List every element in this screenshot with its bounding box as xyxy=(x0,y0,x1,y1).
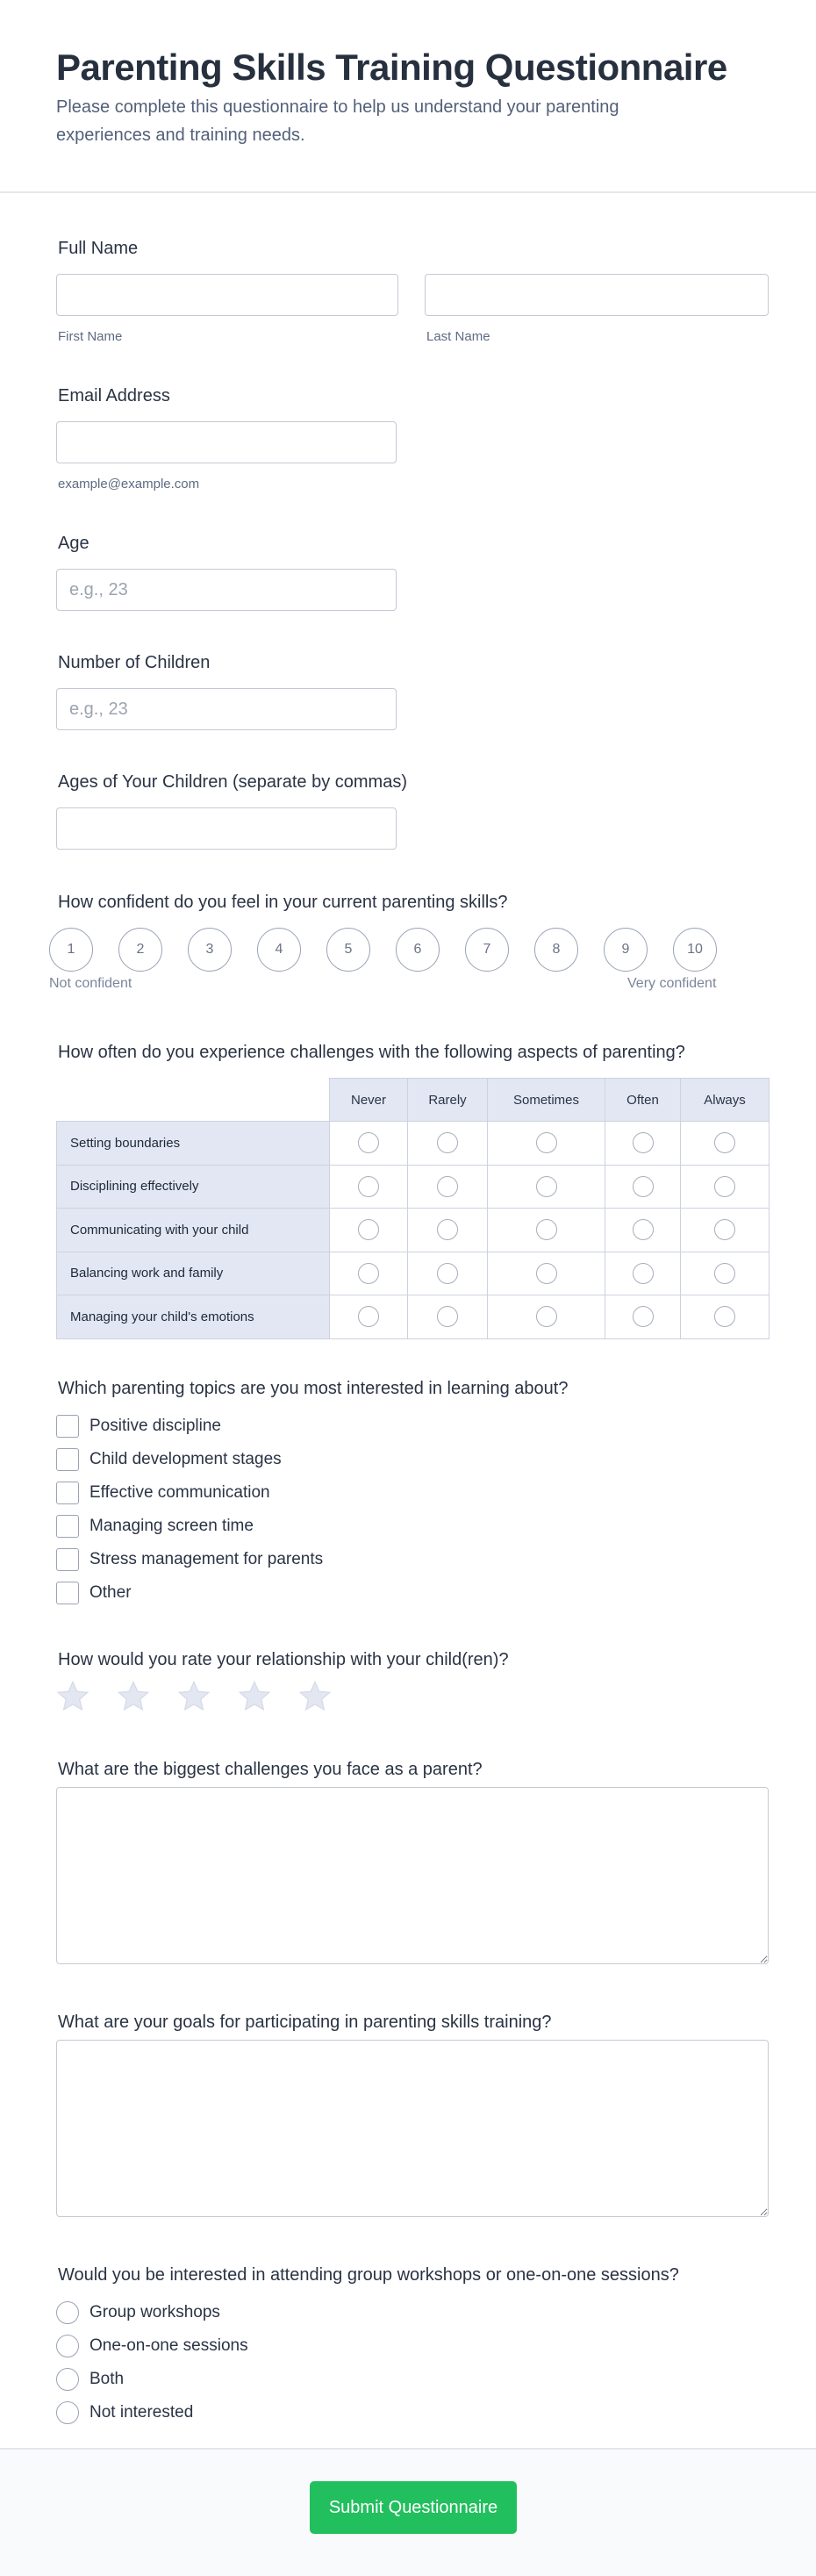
matrix-radio[interactable] xyxy=(633,1176,654,1197)
biggest-challenges-textarea[interactable] xyxy=(56,1787,769,1964)
matrix-radio[interactable] xyxy=(437,1176,458,1197)
matrix-radio[interactable] xyxy=(358,1263,379,1284)
scale-option-1[interactable]: 1 xyxy=(49,928,93,972)
topic-option[interactable] xyxy=(56,1415,221,1438)
scale-option-10[interactable]: 10 xyxy=(673,928,717,972)
topic-option[interactable] xyxy=(56,1582,132,1604)
submit-button[interactable]: Submit Questionnaire xyxy=(310,2481,517,2534)
topic-option[interactable] xyxy=(56,1515,254,1538)
matrix-radio[interactable] xyxy=(358,1219,379,1240)
topic-option-label: Positive discipline xyxy=(89,1417,221,1435)
num-children-label: Number of Children xyxy=(58,653,211,672)
matrix-row-label: Setting boundaries xyxy=(57,1122,330,1166)
matrix-col-header: Rarely xyxy=(408,1079,488,1122)
table-row xyxy=(57,1209,769,1252)
email-hint: example@example.com xyxy=(58,477,200,492)
age-label: Age xyxy=(58,534,89,553)
topic-option-label: Managing screen time xyxy=(89,1517,254,1535)
radio-button[interactable] xyxy=(56,2401,79,2424)
topics-label: Which parenting topics are you most interested in learning about? xyxy=(58,1379,569,1398)
matrix-radio[interactable] xyxy=(536,1132,557,1153)
matrix-radio[interactable] xyxy=(714,1176,735,1197)
matrix-radio[interactable] xyxy=(358,1176,379,1197)
email-label: Email Address xyxy=(58,386,170,405)
children-ages-input[interactable] xyxy=(56,807,397,850)
checkbox[interactable] xyxy=(56,1448,79,1471)
challenges-matrix-label: How often do you experience challenges with the following aspects of parenting? xyxy=(58,1043,685,1062)
matrix-row-label: Managing your child's emotions xyxy=(57,1295,330,1339)
matrix-radio[interactable] xyxy=(714,1306,735,1327)
matrix-col-header: Never xyxy=(330,1079,408,1122)
matrix-radio[interactable] xyxy=(714,1263,735,1284)
radio-button[interactable] xyxy=(56,2301,79,2324)
scale-min-caption: Not confident xyxy=(49,976,132,991)
first-name-input[interactable] xyxy=(56,274,398,316)
session-option[interactable] xyxy=(56,2401,193,2424)
matrix-radio[interactable] xyxy=(358,1306,379,1327)
num-children-input[interactable] xyxy=(56,688,397,730)
checkbox[interactable] xyxy=(56,1582,79,1604)
scale-option-6[interactable]: 6 xyxy=(396,928,440,972)
session-option[interactable] xyxy=(56,2301,220,2324)
session-option-label: One-on-one sessions xyxy=(89,2336,248,2355)
matrix-radio[interactable] xyxy=(536,1219,557,1240)
star-4-icon[interactable] xyxy=(236,1679,273,1714)
goals-label: What are your goals for participating in parenting skills training? xyxy=(58,2013,552,2032)
session-format-label: Would you be interested in attending group workshops or one-on-one sessions? xyxy=(58,2265,679,2285)
matrix-radio[interactable] xyxy=(437,1306,458,1327)
star-3-icon[interactable] xyxy=(175,1679,212,1714)
matrix-radio[interactable] xyxy=(633,1132,654,1153)
matrix-row-label: Communicating with your child xyxy=(57,1209,330,1252)
matrix-radio[interactable] xyxy=(437,1219,458,1240)
children-ages-label: Ages of Your Children (separate by commas) xyxy=(58,772,407,792)
questionnaire-form xyxy=(0,193,816,2449)
radio-button[interactable] xyxy=(56,2368,79,2391)
matrix-radio[interactable] xyxy=(714,1132,735,1153)
matrix-col-header: Sometimes xyxy=(488,1079,605,1122)
matrix-radio[interactable] xyxy=(358,1132,379,1153)
topic-option[interactable] xyxy=(56,1448,282,1471)
email-input[interactable] xyxy=(56,421,397,463)
scale-option-8[interactable]: 8 xyxy=(534,928,578,972)
session-option[interactable] xyxy=(56,2335,248,2357)
table-row xyxy=(57,1295,769,1339)
checkbox[interactable] xyxy=(56,1415,79,1438)
scale-option-4[interactable]: 4 xyxy=(257,928,301,972)
topic-option-label: Effective communication xyxy=(89,1483,270,1502)
table-row xyxy=(57,1252,769,1295)
topic-option[interactable] xyxy=(56,1548,323,1571)
radio-button[interactable] xyxy=(56,2335,79,2357)
session-option[interactable] xyxy=(56,2368,124,2391)
confidence-label: How confident do you feel in your current parenting skills? xyxy=(58,893,508,912)
scale-option-3[interactable]: 3 xyxy=(188,928,232,972)
table-row xyxy=(57,1122,769,1166)
star-2-icon[interactable] xyxy=(115,1679,152,1714)
scale-option-2[interactable]: 2 xyxy=(118,928,162,972)
checkbox[interactable] xyxy=(56,1515,79,1538)
last-name-input[interactable] xyxy=(425,274,769,316)
matrix-radio[interactable] xyxy=(437,1132,458,1153)
star-5-icon[interactable] xyxy=(297,1679,333,1714)
matrix-radio[interactable] xyxy=(536,1306,557,1327)
checkbox[interactable] xyxy=(56,1482,79,1504)
matrix-radio[interactable] xyxy=(536,1263,557,1284)
matrix-col-header: Always xyxy=(681,1079,769,1122)
matrix-radio[interactable] xyxy=(633,1263,654,1284)
relationship-rating-label: How would you rate your relationship with your child(ren)? xyxy=(58,1650,509,1669)
session-option-label: Group workshops xyxy=(89,2303,220,2321)
page-title: Parenting Skills Training Questionnaire xyxy=(56,47,727,88)
scale-option-5[interactable]: 5 xyxy=(326,928,370,972)
last-name-sublabel: Last Name xyxy=(426,329,490,344)
goals-textarea[interactable] xyxy=(56,2040,769,2217)
matrix-row-label: Balancing work and family xyxy=(57,1252,330,1295)
star-1-icon[interactable] xyxy=(54,1679,91,1714)
matrix-radio[interactable] xyxy=(437,1263,458,1284)
session-option-label: Not interested xyxy=(89,2403,194,2422)
table-row xyxy=(57,1165,769,1209)
topic-option-label: Other xyxy=(89,1583,132,1602)
matrix-corner xyxy=(57,1079,330,1122)
matrix-radio[interactable] xyxy=(714,1219,735,1240)
scale-option-7[interactable]: 7 xyxy=(465,928,509,972)
biggest-challenges-label: What are the biggest challenges you face as a parent? xyxy=(58,1760,483,1779)
matrix-col-header: Often xyxy=(605,1079,681,1122)
matrix-row-label: Disciplining effectively xyxy=(57,1165,330,1209)
full-name-label: Full Name xyxy=(58,239,139,258)
scale-max-caption: Very confident xyxy=(627,976,717,991)
matrix-radio[interactable] xyxy=(633,1306,654,1327)
form-footer xyxy=(0,2448,816,2576)
checkbox[interactable] xyxy=(56,1548,79,1571)
age-input[interactable] xyxy=(56,569,397,611)
session-option-label: Both xyxy=(89,2370,125,2388)
challenges-matrix xyxy=(56,1078,769,1339)
scale-option-9[interactable]: 9 xyxy=(604,928,648,972)
topic-option-label: Child development stages xyxy=(89,1450,282,1468)
topic-option[interactable] xyxy=(56,1482,270,1504)
matrix-radio[interactable] xyxy=(633,1219,654,1240)
topic-option-label: Stress management for parents xyxy=(89,1550,324,1568)
first-name-sublabel: First Name xyxy=(58,329,123,344)
matrix-radio[interactable] xyxy=(536,1176,557,1197)
page-subtitle: Please complete this questionnaire to help us understand your parenting experiences and training needs. xyxy=(56,97,619,145)
form-header xyxy=(0,0,816,193)
